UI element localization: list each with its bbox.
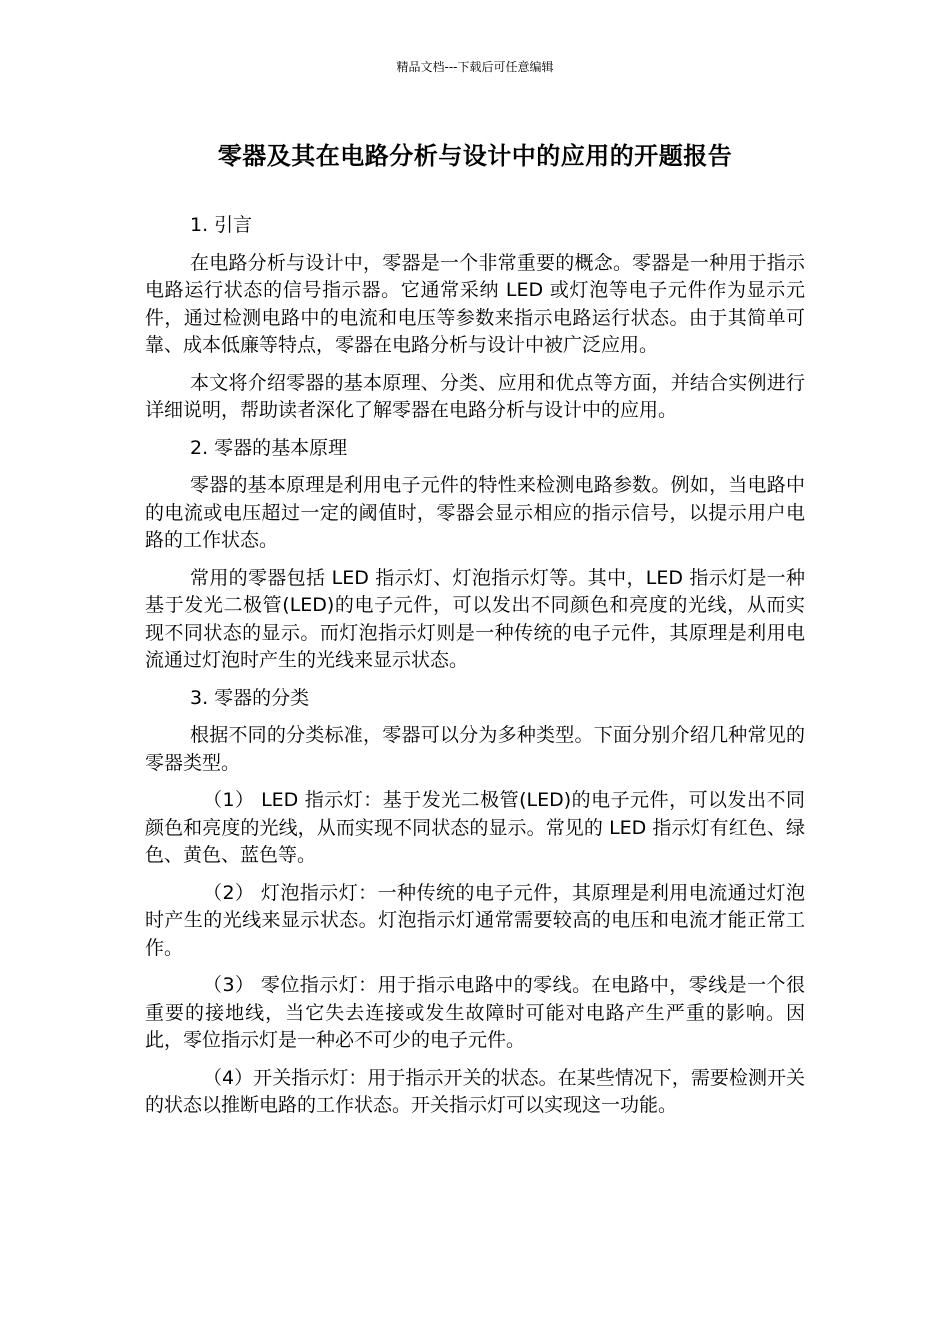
paragraph: 零器的基本原理是利用电子元件的特性来检测电路参数。例如，当电路中的电流或电压超过一定的阈值时，零器会显示相应的指示信号，以提示用户电路的工作状态。 [145,474,805,551]
list-item: （2） 灯泡指示灯：一种传统的电子元件，其原理是利用电流通过灯泡时产生的光线来显示状态。灯泡指示灯通常需要较高的电压和电流才能正常工作。 [145,881,805,959]
page-header: 精品文档---下载后可任意编辑 [396,60,554,74]
paragraph: 常用的零器包括 LED 指示灯、灯泡指示灯等。其中，LED 指示灯是一种基于发光二极管(LED)的电子元件，可以发出不同颜色和亮度的光线，从而实现不同状态的显示。而灯泡指示灯则是一种传统的电子元件，其原理是利用电流通过灯泡时产生的光线来显示状态。 [145,566,805,671]
list-item: （1） LED 指示灯：基于发光二极管(LED)的电子元件，可以发出不同颜色和亮度的光线，从而实现不同状态的显示。常见的 LED 指示灯有红色、绿色、黄色、蓝色等。 [145,789,805,866]
list-item: （4）开关指示灯：用于指示开关的状态。在某些情况下，需要检测开关的状态以推断电路的工作状态。开关指示灯可以实现这一功能。 [145,1066,805,1116]
paragraph: 根据不同的分类标准，零器可以分为多种类型。下面分别介绍几种常见的零器类型。 [145,724,805,774]
document-body [145,212,805,1130]
section-heading-principle: 2. 零器的基本原理 [190,436,348,459]
paragraph: 在电路分析与设计中，零器是一个非常重要的概念。零器是一种用于指示电路运行状态的信号指示器。它通常采纳 LED 或灯泡等电子元件作为显示元件，通过检测电路中的电流和电压等参数来指示电路运行状态。由于其简单可靠、成本低廉等特点，零器在电路分析与设计中被广泛应用。 [145,251,805,356]
list-item: （3） 零位指示灯：用于指示电路中的零线。在电路中，零线是一个很重要的接地线，当它失去连接或发生故障时可能对电路产生严重的影响。因此，零位指示灯是一种必不可少的电子元件。 [145,974,805,1051]
section-heading-classification: 3. 零器的分类 [190,686,310,709]
paragraph: 本文将介绍零器的基本原理、分类、应用和优点等方面，并结合实例进行详细说明，帮助读者深化了解零器在电路分析与设计中的应用。 [145,371,805,421]
section-heading-intro: 1. 引言 [190,214,253,236]
document-title: 零器及其在电路分析与设计中的应用的开题报告 [217,142,733,170]
